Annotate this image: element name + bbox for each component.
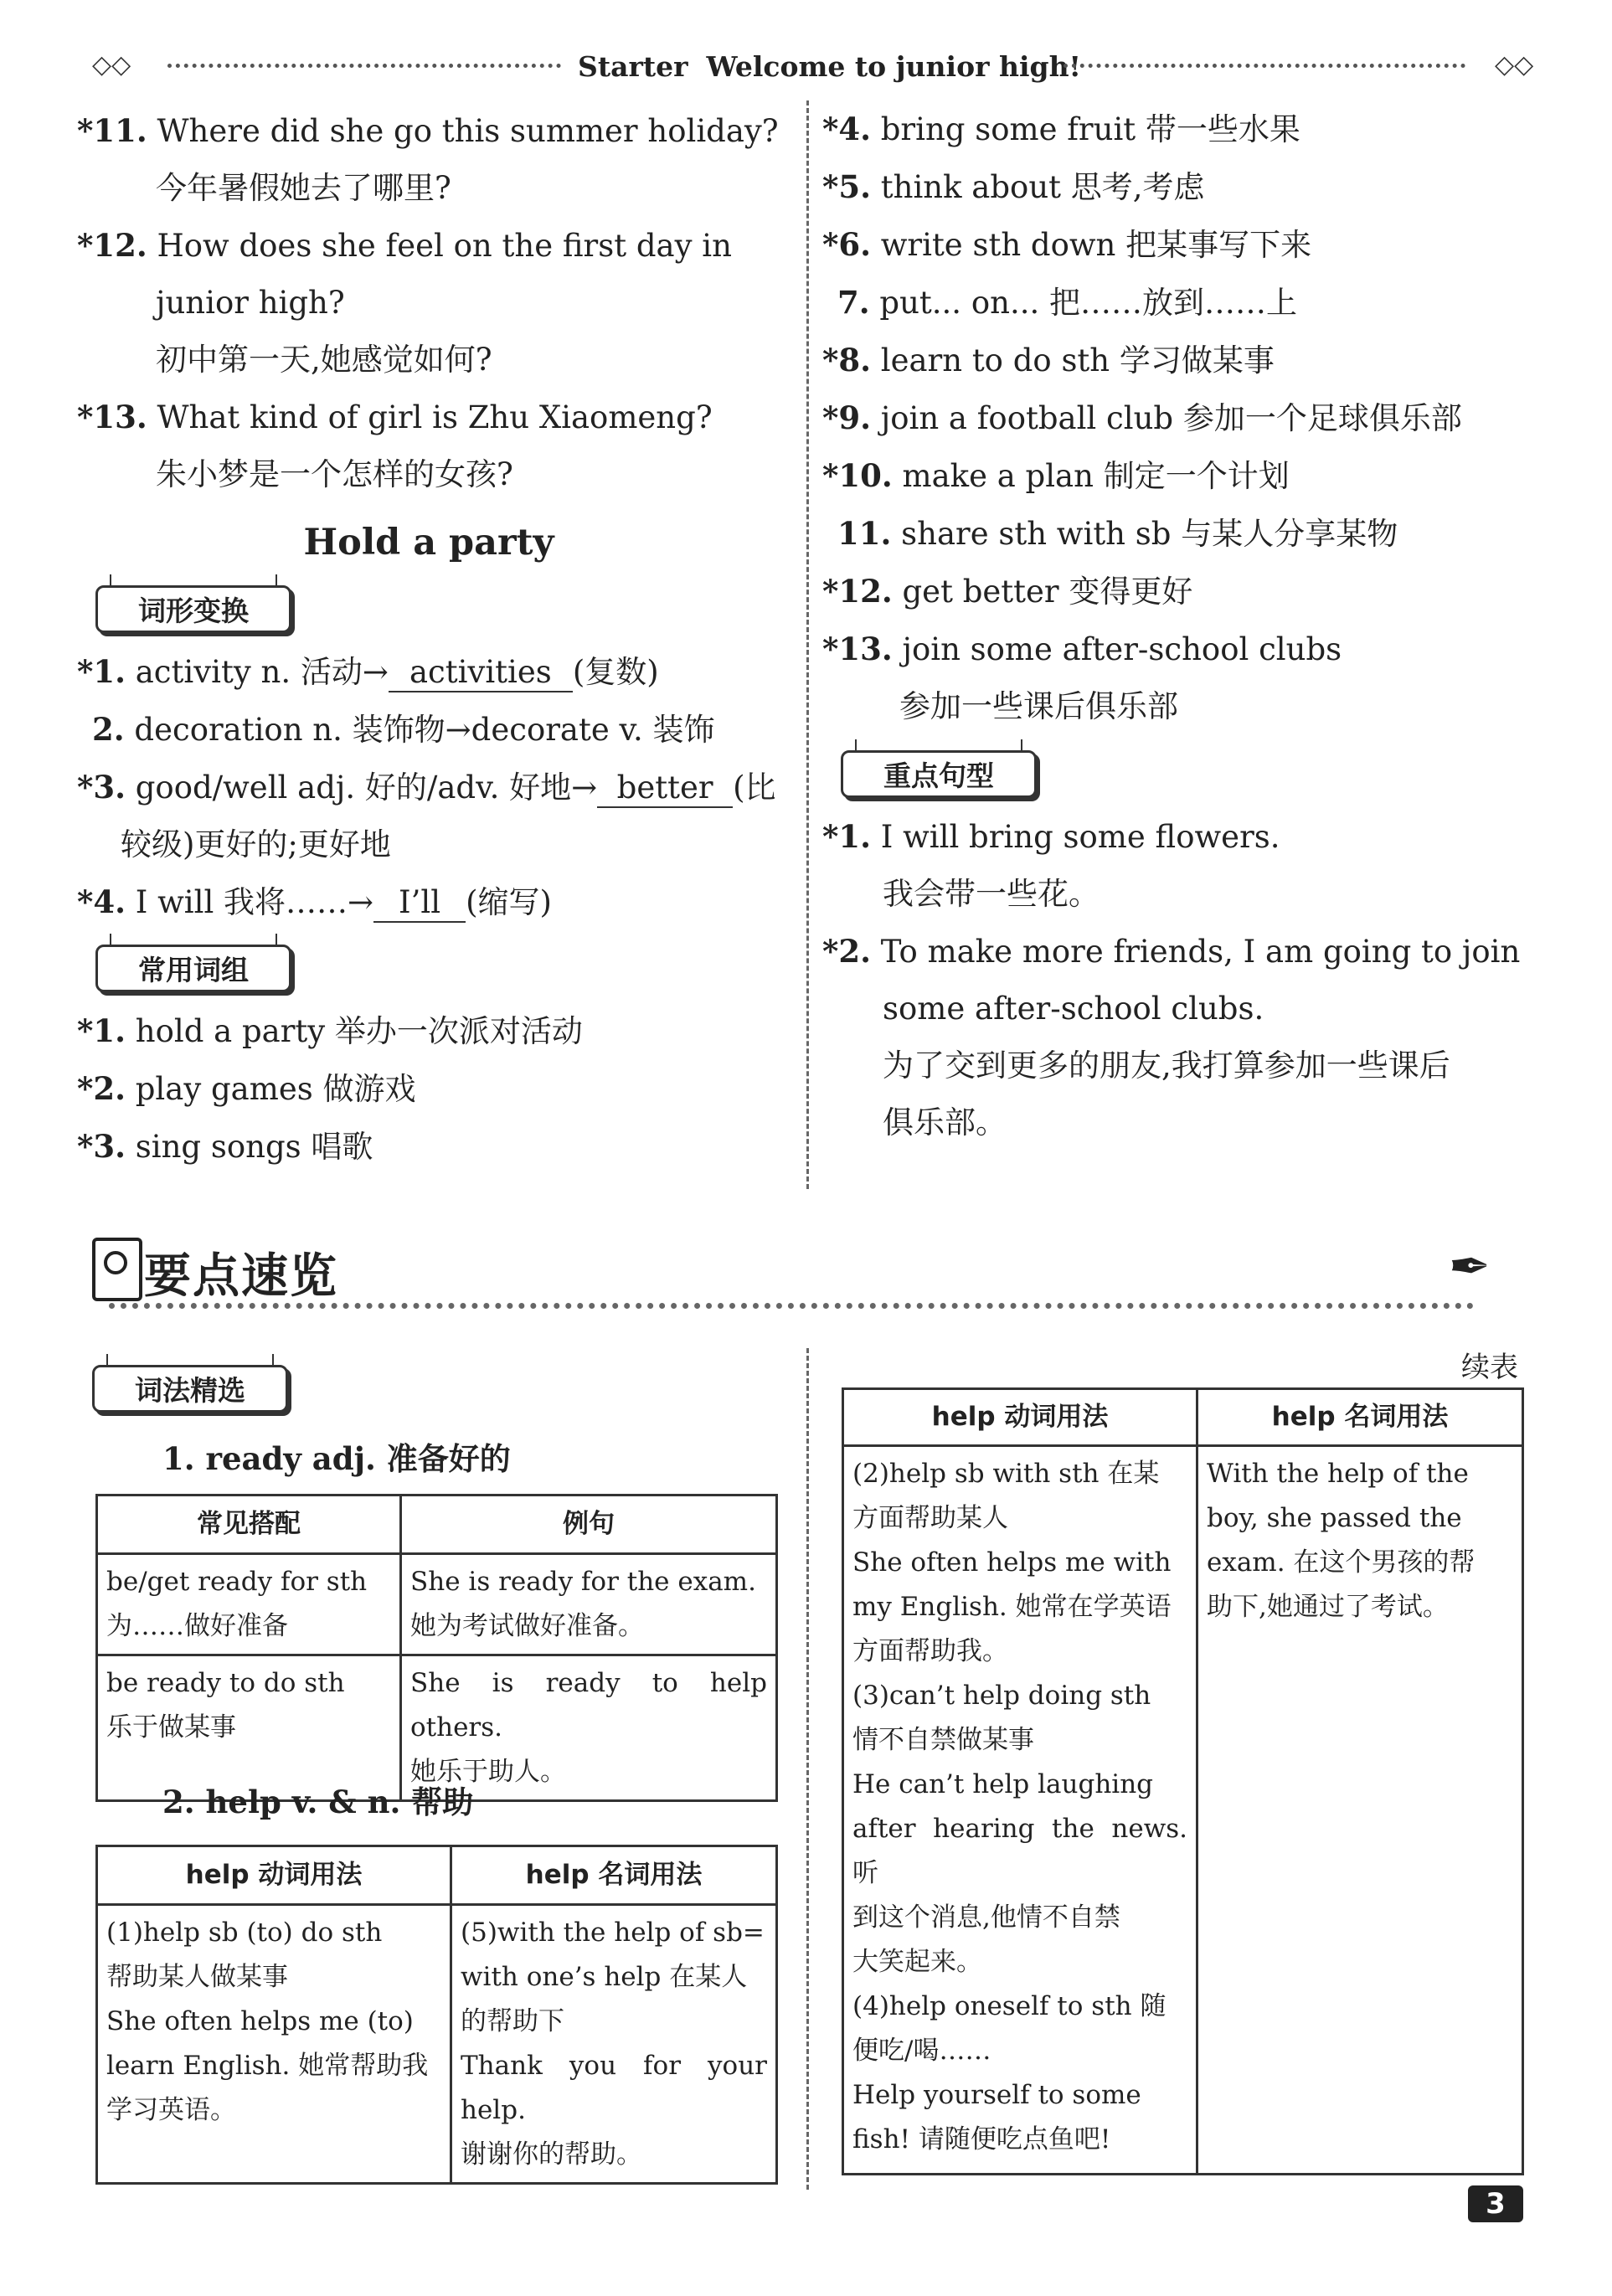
section-banner xyxy=(92,1238,1516,1313)
left-column xyxy=(77,102,780,1176)
list-item: *2. To make more friends, I am going to join xyxy=(822,933,1521,970)
tag-word-forms: 词形变换 xyxy=(95,585,780,633)
help-table-continued xyxy=(842,1387,1524,2175)
table-header: help 名词用法 xyxy=(1197,1389,1523,1446)
list-item: 较级)更好的;更好地 xyxy=(121,826,391,862)
table-header: help 动词用法 xyxy=(843,1389,1197,1446)
column-divider xyxy=(806,100,809,1189)
list-item: *2. play games 做游戏 xyxy=(77,1070,416,1107)
list-item-translation: 参加一些课后俱乐部 xyxy=(899,688,1178,724)
header-divider xyxy=(1064,64,1465,68)
list-item: *3. good/well adj. 好的/adv. 好地→ better (比 xyxy=(77,759,780,816)
list-item-translation: 我会带一些花。 xyxy=(883,876,1100,912)
list-item: *5. think about 思考,考虑 xyxy=(822,168,1205,205)
list-item: *1. I will bring some flowers. xyxy=(822,818,1280,855)
list-item: some after-school clubs. xyxy=(883,991,1264,1027)
table-row: (2)help sb with sth 在某 方面帮助某人 She often helps me with my English. 她常在学英语 方面帮助我。 (3)can’t help doing sth 情不自禁做某事 He can’t help laughing after hearing the news. 听 到这个消息,他情不自禁 大笑起来。 (4)help oneself to sth 随 便吃/喝…… Help yourself to some fish! 请随便吃点鱼吧! With the help of the boy, she passed the exam. 在这个男孩的帮 助下,她通过了考试。 xyxy=(843,1446,1523,2175)
diamond-chevron-icon: ◇◇ xyxy=(1495,50,1534,80)
list-item: *1. hold a party 举办一次派对活动 xyxy=(77,1012,583,1049)
page-number: 3 xyxy=(1468,2185,1523,2222)
section-title: Hold a party xyxy=(303,522,554,564)
list-item: *1. activity n. 活动→ activities (复数) xyxy=(77,643,780,701)
list-item: *10. make a plan 制定一个计划 xyxy=(822,457,1290,494)
right-column xyxy=(822,100,1526,1151)
header-divider xyxy=(167,64,561,68)
table-header: 例句 xyxy=(401,1495,777,1554)
list-item-translation: 初中第一天,她感觉如何? xyxy=(156,342,492,378)
table-row: be ready to do sth 乐于做某事 She is ready to help others. 她乐于助人。 xyxy=(97,1655,777,1801)
list-item-translation: 朱小梦是一个怎样的女孩? xyxy=(156,456,513,492)
banner-title: 要点速览 xyxy=(144,1249,338,1304)
list-item: *6. write sth down 把某事写下来 xyxy=(822,226,1312,263)
header-title: Starter Welcome to junior high! xyxy=(578,50,1082,83)
list-item: *13. What kind of girl is Zhu Xiaomeng? xyxy=(77,399,713,435)
magnifier-icon xyxy=(92,1238,142,1301)
list-item: junior high? xyxy=(156,285,345,321)
column-divider xyxy=(806,1348,809,2190)
tag-sentences: 重点句型 xyxy=(841,750,1526,798)
table-header: help 动词用法 xyxy=(97,1846,451,1905)
table-row: be/get ready for sth 为……做好准备 She is ready for the exam. 她为考试做好准备。 xyxy=(97,1554,777,1655)
list-item: *3. sing songs 唱歌 xyxy=(77,1128,373,1165)
list-item: *9. join a football club 参加一个足球俱乐部 xyxy=(822,399,1462,436)
banner-divider xyxy=(109,1303,1474,1309)
diamond-chevron-icon: ◇◇ xyxy=(92,50,131,80)
list-item: 11. share sth with sb 与某人分享某物 xyxy=(837,515,1398,552)
page-header xyxy=(92,49,1534,90)
list-item: *13. join some after-school clubs xyxy=(822,631,1342,667)
continued-label: 续表 xyxy=(1461,1351,1518,1384)
list-item: 2. decoration n. 装饰物→decorate v. 装饰 xyxy=(92,711,715,748)
ready-table xyxy=(95,1494,778,1802)
list-item: *8. learn to do sth 学习做某事 xyxy=(822,342,1275,378)
list-item: *4. bring some fruit 带一些水果 xyxy=(822,111,1300,147)
tag-usage: 词法精选 xyxy=(92,1365,288,1413)
subheading-ready: 1. ready adj. 准备好的 xyxy=(162,1440,511,1477)
list-item: *4. I will 我将……→ I’ll (缩写) xyxy=(77,873,780,931)
subheading-help: 2. help v. & n. 帮助 xyxy=(162,1784,474,1820)
list-item: *12. How does she feel on the first day in xyxy=(77,227,732,264)
list-item-translation: 俱乐部。 xyxy=(883,1104,1007,1140)
list-item: *12. get better 变得更好 xyxy=(822,573,1193,610)
list-item: *11. Where did she go this summer holiday? xyxy=(77,112,779,149)
feather-icon: ✒ xyxy=(1448,1238,1491,1296)
table-header: 常见搭配 xyxy=(97,1495,401,1554)
help-table xyxy=(95,1845,778,2185)
list-item-translation: 今年暑假她去了哪里? xyxy=(156,170,451,206)
tag-phrases: 常用词组 xyxy=(95,945,780,992)
table-row: (1)help sb (to) do sth 帮助某人做某事 She often helps me (to) learn English. 她常帮助我 学习英语。 (5)with the help of sb= with one’s help 在某人 的帮助下 Thank you for your help. 谢谢你的帮助。 xyxy=(97,1905,777,2184)
list-item: 7. put... on... 把……放到……上 xyxy=(837,284,1297,321)
table-header: help 名词用法 xyxy=(451,1846,777,1905)
list-item-translation: 为了交到更多的朋友,我打算参加一些课后 xyxy=(883,1048,1450,1084)
